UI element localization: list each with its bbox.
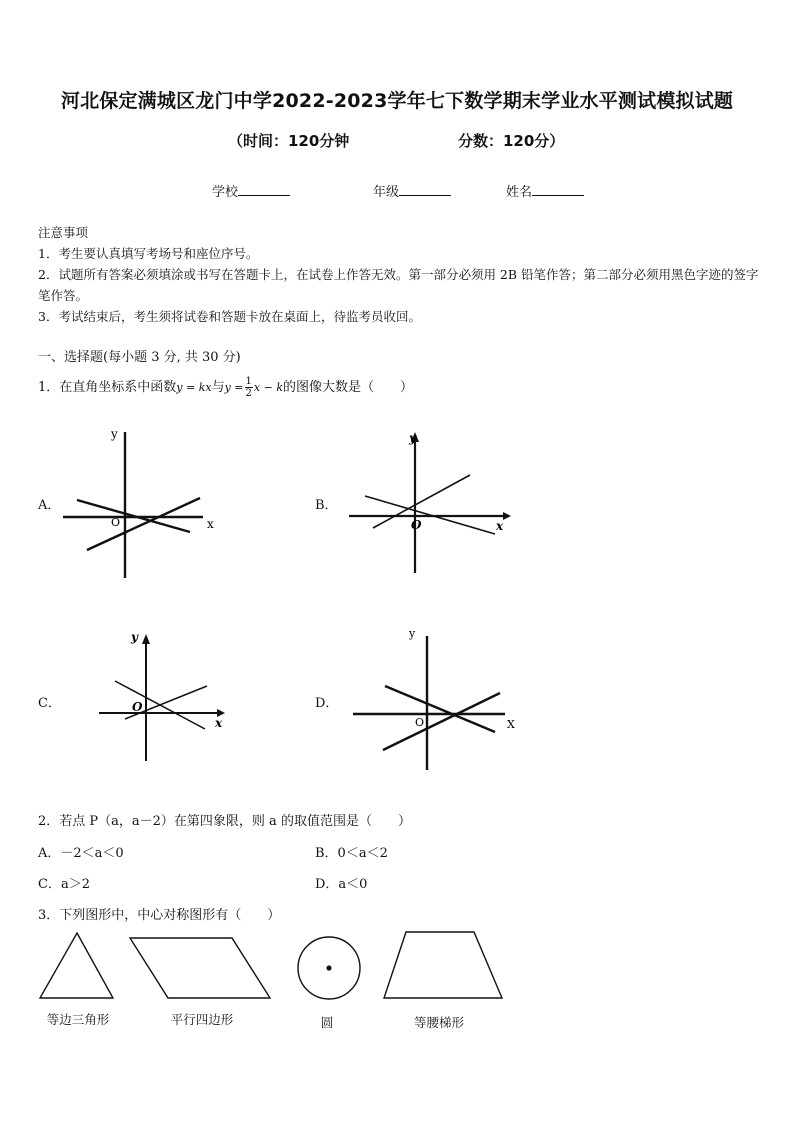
x-axis-arrow bbox=[503, 512, 511, 520]
shape-label-parallelogram: 平行四边形 bbox=[170, 1012, 234, 1027]
exam-time: （时间：120分钟 bbox=[228, 132, 350, 150]
q2-option-b[interactable]: B．0＜a＜2 bbox=[315, 846, 388, 861]
y-axis-label: y bbox=[409, 627, 416, 640]
q2-option-c[interactable]: C．a＞2 bbox=[38, 877, 90, 892]
origin-label: O bbox=[111, 516, 121, 529]
x-axis-label: x bbox=[207, 517, 214, 531]
q3-shapes bbox=[36, 930, 506, 1002]
shape-label-trapezoid: 等腰梯形 bbox=[413, 1015, 464, 1030]
school-field bbox=[212, 181, 290, 200]
formula-1: y = kx bbox=[176, 381, 212, 394]
line-increasing bbox=[383, 693, 500, 750]
notes-heading: 注意事项 bbox=[38, 225, 89, 240]
notes-item: 2．试题所有答案必须填涂或书写在答题卡上，在试卷上作答无效。第一部分必须用 2B 铅笔作答；第二部分必须用黑色字迹的签字笔作答。 bbox=[38, 267, 759, 303]
name-label: 姓名 bbox=[506, 185, 533, 200]
q1-graph-d[interactable] bbox=[345, 622, 525, 772]
q1-graph-a[interactable] bbox=[55, 420, 225, 585]
exam-score: 分数：120分） bbox=[458, 132, 565, 150]
q2-option-d[interactable]: D．a＜0 bbox=[315, 877, 368, 892]
question-3-stem: 3．下列图形中，中心对称图形有（ ） bbox=[38, 908, 281, 923]
section-heading: 一、选择题(每小题 3 分, 共 30 分) bbox=[38, 350, 241, 365]
question-2-stem: 2．若点 P（a，a－2）在第四象限，则 a 的取值范围是（ ） bbox=[38, 814, 411, 829]
origin-label: O bbox=[132, 700, 143, 714]
q1-graph-c[interactable] bbox=[95, 626, 235, 766]
name-field bbox=[506, 181, 584, 200]
q1-option-a-label[interactable]: A． bbox=[38, 498, 61, 513]
q2-option-a[interactable]: A．－2＜a＜0 bbox=[38, 846, 124, 861]
q1-option-b-label[interactable]: B． bbox=[315, 498, 338, 513]
notes-block bbox=[38, 222, 760, 327]
grade-blank[interactable] bbox=[399, 183, 451, 196]
x-axis-label: x bbox=[496, 519, 504, 533]
shape-label-triangle: 等边三角形 bbox=[46, 1012, 110, 1027]
circle-center-dot bbox=[326, 965, 331, 970]
parallelogram-shape[interactable] bbox=[130, 938, 270, 998]
q1-option-d-label[interactable]: D． bbox=[315, 696, 339, 711]
school-label: 学校 bbox=[212, 185, 239, 200]
line-increasing bbox=[87, 498, 200, 550]
grade-field bbox=[373, 181, 451, 200]
line-decreasing bbox=[385, 686, 495, 732]
origin-label: O bbox=[415, 716, 425, 729]
q1-option-c-label[interactable]: C． bbox=[38, 696, 61, 711]
question-1-stem: 1．在直角坐标系中函数y = kx与y = $\frac{1}{2}$ x − k的图像大数是（ ） bbox=[38, 376, 414, 399]
name-blank[interactable] bbox=[532, 183, 584, 196]
y-axis-arrow bbox=[142, 634, 150, 644]
grade-label: 年级 bbox=[373, 185, 400, 200]
school-blank[interactable] bbox=[238, 183, 290, 196]
origin-label: O bbox=[411, 518, 422, 532]
y-axis-label: y bbox=[409, 431, 416, 445]
formula-2-rhs: x − k bbox=[253, 381, 283, 394]
formula-2-lhs: y = bbox=[224, 381, 244, 394]
y-axis-label: y bbox=[131, 630, 138, 644]
fraction: $\frac{1}{2}$ bbox=[245, 376, 252, 399]
notes-item: 1．考生要认真填写考场号和座位序号。 bbox=[38, 246, 259, 261]
x-axis-label: x bbox=[215, 716, 223, 730]
exam-title: 河北保定满城区龙门中学2022-2023学年七下数学期末学业水平测试模拟试题 bbox=[60, 90, 734, 112]
line-increasing bbox=[373, 475, 470, 528]
q1-graph-b[interactable] bbox=[345, 428, 515, 578]
equilateral-triangle-shape[interactable] bbox=[40, 933, 113, 998]
isosceles-trapezoid-shape[interactable] bbox=[384, 932, 502, 998]
shape-label-circle: 圆 bbox=[320, 1015, 334, 1030]
x-axis-label: X bbox=[507, 718, 515, 731]
y-axis-label: y bbox=[111, 427, 118, 441]
notes-item: 3．考试结束后，考生须将试卷和答题卡放在桌面上，待监考员收回。 bbox=[38, 309, 421, 324]
